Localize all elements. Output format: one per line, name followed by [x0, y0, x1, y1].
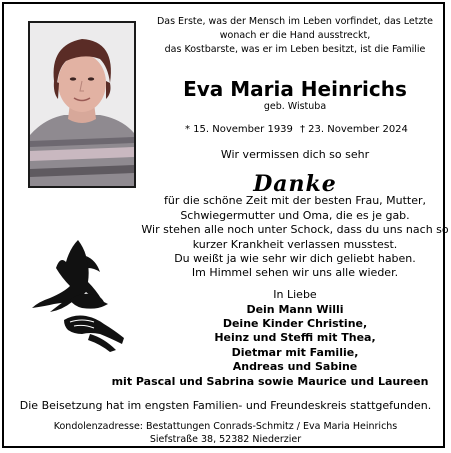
message-line: Im Himmel sehen wir uns alle wieder. — [191, 266, 399, 279]
dove-hands-icon — [30, 238, 130, 356]
death-date: † 23. November 2024 — [300, 124, 408, 135]
family-line: mit Pascal und Sabrina sowie Maurice und Laureen — [111, 375, 429, 388]
message-line: Schwiegermutter und Oma, die es je gab. — [180, 209, 410, 222]
family-line: Heinz und Steffi mit Thea, — [214, 331, 376, 344]
birth-name: geb. Wistuba — [263, 101, 327, 112]
family-line: Dein Mann Willi — [246, 303, 344, 316]
message-line: Du weißt ja wie sehr wir dich geliebt haben. — [174, 252, 416, 265]
funeral-note: Die Beisetzung hat im engsten Familien- und Freundeskreis stattgefunden. — [19, 399, 432, 412]
family-line: Deine Kinder Christine, — [222, 317, 368, 330]
quote-line-1: Das Erste, was der Mensch im Leben vorfindet, das Letzte — [156, 16, 434, 27]
family-line: Dietmar mit Familie, — [231, 346, 359, 359]
miss-line: Wir vermissen dich so sehr — [220, 148, 370, 161]
condolence-street: Siefstraße 38, 52382 Niederzier — [149, 434, 302, 445]
in-love: In Liebe — [273, 288, 317, 301]
quote-line-2: wonach er die Hand ausstreckt, — [219, 30, 371, 41]
danke-heading: Danke — [253, 171, 337, 197]
birth-date: * 15. November 1939 — [185, 124, 293, 135]
family-line: Andreas und Sabine — [232, 360, 358, 373]
quote-line-3: das Kostbarste, was er im Leben besitzt, ist die Familie — [164, 44, 426, 55]
message-line: für die schöne Zeit mit der besten Frau, Mutter, — [163, 194, 427, 207]
deceased-name: Eva Maria Heinrichs — [183, 77, 407, 101]
portrait-image — [30, 23, 134, 186]
message-line: kurzer Krankheit verlassen musstest. — [192, 238, 398, 251]
portrait-photo — [28, 21, 136, 188]
message-line: Wir stehen alle noch unter Schock, dass du uns nach so — [141, 223, 449, 236]
condolence-address: Kondolenzadresse: Bestattungen Conrads-Schmitz / Eva Maria Heinrichs — [53, 421, 398, 432]
